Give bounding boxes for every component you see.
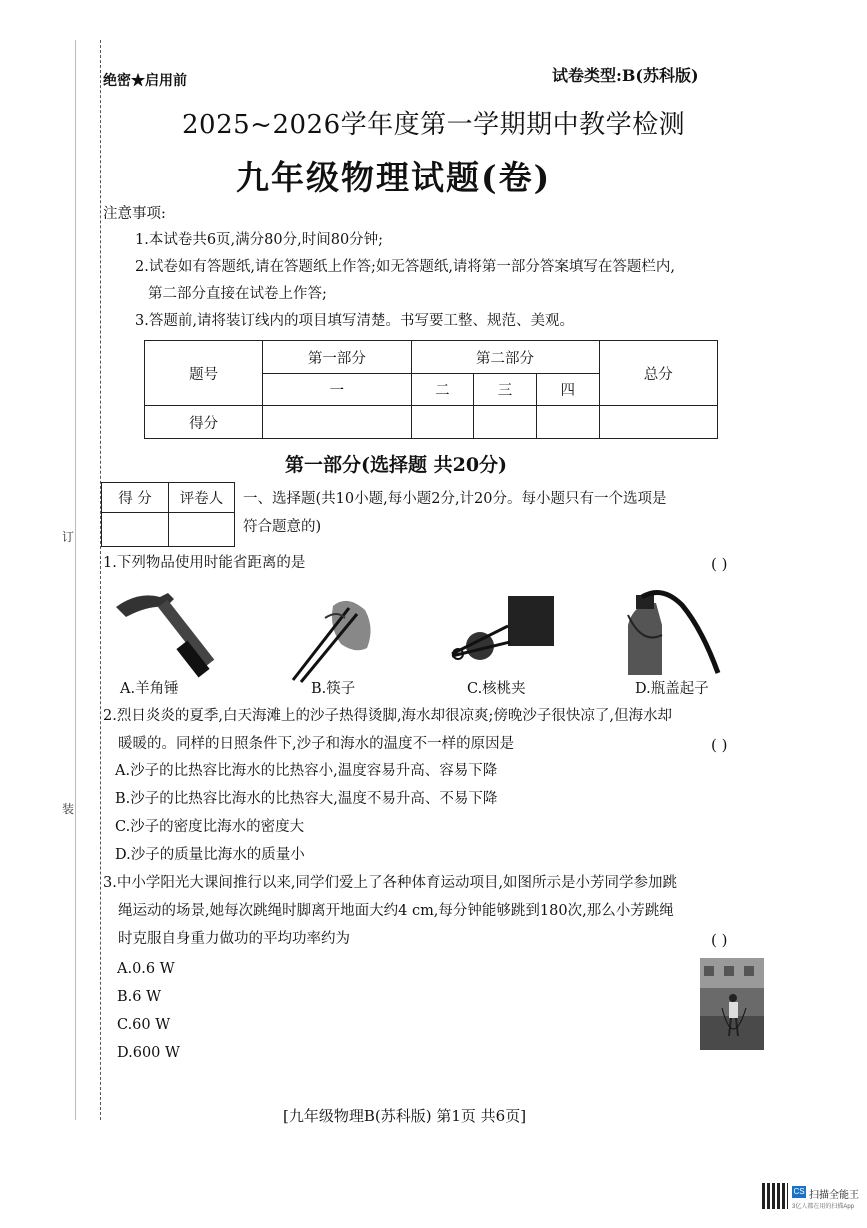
bottle-opener-image [622,585,722,680]
qr-code-icon [762,1183,788,1209]
notice-heading: 注意事项: [103,206,166,222]
q3-stem-line-2: 绳运动的场景,她每次跳绳时脚离开地面大约4 cm,每分钟能够跳到180次,那么小芳跳绳 [118,903,674,919]
score-table-col1: 一 [263,374,411,406]
score-cell-2[interactable] [411,406,474,439]
grader-score-cell[interactable] [102,513,169,547]
camscanner-logo-icon: CS [793,1187,805,1196]
section-instruction-1: 一、选择题(共10小题,每小题2分,计20分。每小题只有一个选项是 [243,491,667,507]
q3-answer-paren[interactable]: ( ) [711,931,728,949]
q1-answer-paren[interactable]: ( ) [711,555,728,573]
q3-option-d: D.600 W [117,1045,180,1061]
score-table-col2: 二 [411,374,474,406]
q2-stem-line-1: 2.烈日炎炎的夏季,白天海滩上的沙子热得烫脚,海水却很凉爽;傍晚沙子很快凉了,但海水却 [103,708,673,724]
part1-title: 第一部分(选择题 共20分) [285,454,508,476]
q1-option-d: D.瓶盖起子 [635,681,709,697]
nutcracker-image [448,596,558,666]
q1-option-c: C.核桃夹 [467,681,526,697]
score-table-col3: 三 [474,374,537,406]
paper-type-label: 试卷类型:B(苏科版) [552,66,699,85]
q3-option-a: A.0.6 W [117,961,175,977]
claw-hammer-image [108,585,218,680]
q1-option-a: A.羊角锤 [120,681,179,697]
q3-option-c: C.60 W [117,1017,171,1033]
page-title: 九年级物理试题(卷) [236,158,552,197]
score-table-part2: 第二部分 [411,341,599,374]
binding-dashed-line [100,40,101,1120]
grader-score-label: 得 分 [102,483,169,513]
q1-stem: 1.下列物品使用时能省距离的是 [103,555,306,571]
score-cell-total[interactable] [599,406,717,439]
q1-option-b: B.筷子 [311,681,356,697]
score-cell-1[interactable] [263,406,411,439]
grader-table [101,482,235,547]
binding-char-ding: 订 [62,530,75,544]
score-table [144,340,718,439]
score-table-total: 总分 [599,341,717,406]
q3-option-b: B.6 W [117,989,162,1005]
section-instruction-2: 符合题意的) [243,519,322,535]
notice-item-1: 1.本试卷共6页,满分80分,时间80分钟; [135,232,384,248]
q2-answer-paren[interactable]: ( ) [711,736,728,754]
score-cell-3[interactable] [474,406,537,439]
q2-option-d: D.沙子的质量比海水的质量小 [115,847,305,863]
q3-stem-line-3: 时克服自身重力做功的平均功率约为 [118,931,350,947]
watermark-brand: 扫描全能王 [809,1190,859,1201]
q2-option-c: C.沙子的密度比海水的密度大 [115,819,305,835]
binding-char-zhuang: 装 [62,802,75,816]
page-footer: [九年级物理B(苏科版) 第1页 共6页] [283,1107,527,1125]
notice-item-3: 3.答题前,请将装订线内的项目填写清楚。书写要工整、规范、美观。 [135,313,574,329]
q3-stem-line-1: 3.中小学阳光大课间推行以来,同学们爱上了各种体育运动项目,如图所示是小芳同学参加跳 [103,875,678,891]
score-cell-4[interactable] [536,406,599,439]
exam-subtitle: 2025~2026学年度第一学期期中教学检测 [182,110,686,140]
notice-item-2-cont: 第二部分直接在试卷上作答; [148,286,327,302]
q2-option-a: A.沙子的比热容比海水的比热容小,温度容易升高、容易下降 [115,763,498,779]
q2-option-b: B.沙子的比热容比海水的比热容大,温度不易升高、不易下降 [115,791,498,807]
score-table-col4: 四 [536,374,599,406]
grader-person-cell[interactable] [169,513,235,547]
rope-skipping-photo [700,958,764,1050]
binding-margin-line [75,40,76,1120]
score-table-defen: 得分 [145,406,263,439]
score-table-tihao: 题号 [145,341,263,406]
score-table-part1: 第一部分 [263,341,411,374]
notice-item-2: 2.试卷如有答题纸,请在答题纸上作答;如无答题纸,请将第一部分答案填写在答题栏内, [135,259,676,275]
grader-person-label: 评卷人 [169,483,235,513]
chopsticks-image [285,588,380,683]
q2-stem-line-2: 暖暖的。同样的日照条件下,沙子和海水的温度不一样的原因是 [118,736,515,752]
secret-label: 绝密★启用前 [103,73,187,89]
watermark-sub: 3亿人都在用的扫描App [792,1204,855,1210]
